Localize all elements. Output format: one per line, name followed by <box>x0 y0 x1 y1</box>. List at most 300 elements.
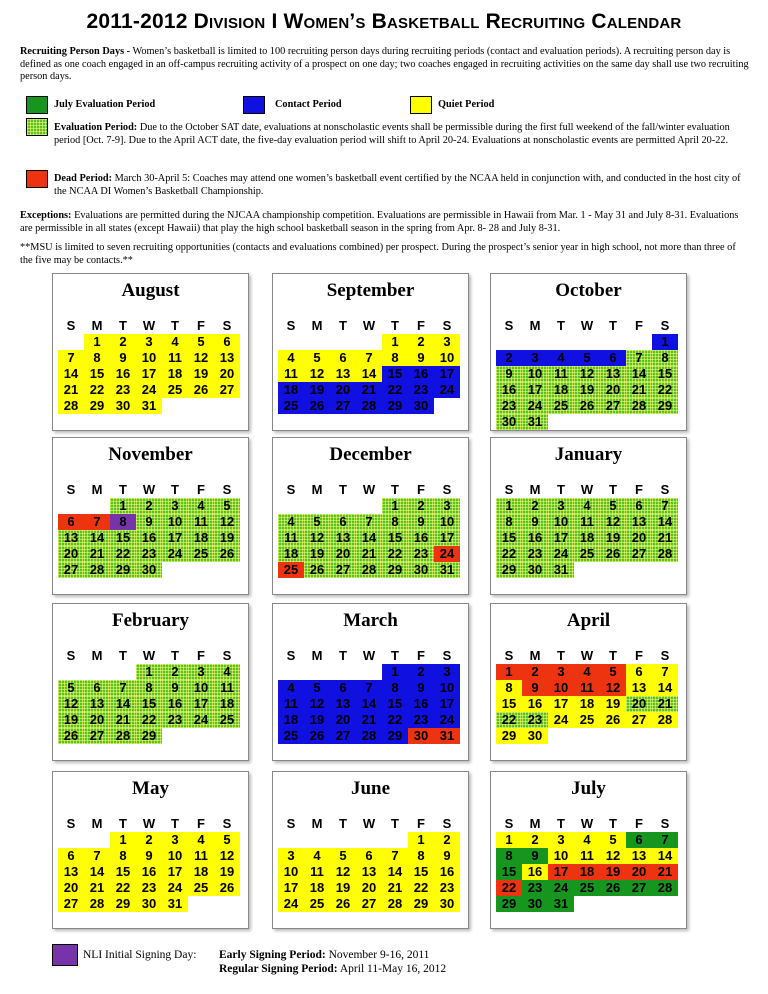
day-cell: 22 <box>382 712 408 728</box>
day-cell: 6 <box>330 514 356 530</box>
day-cell: 18 <box>188 530 214 546</box>
intro-label: Recruiting Person Days - <box>20 46 131 57</box>
day-cell: 25 <box>214 712 240 728</box>
day-cell: 10 <box>548 514 574 530</box>
day-cell: 28 <box>356 398 382 414</box>
day-cell: 23 <box>496 398 522 414</box>
day-cell: 19 <box>330 880 356 896</box>
day-cell: 18 <box>278 382 304 398</box>
day-cell: 6 <box>626 664 652 680</box>
day-cell: 15 <box>110 530 136 546</box>
weekday-label: T <box>339 318 347 333</box>
day-cell: 8 <box>110 848 136 864</box>
day-cell: 13 <box>330 366 356 382</box>
day-cell: 12 <box>600 680 626 696</box>
day-cell: 23 <box>522 546 548 562</box>
month-name: October <box>555 280 622 301</box>
day-cell: 3 <box>522 350 548 366</box>
day-grid <box>58 334 240 414</box>
day-cell: 17 <box>434 366 460 382</box>
day-cell: 4 <box>188 832 214 848</box>
day-cell: 23 <box>162 712 188 728</box>
day-cell: 30 <box>110 398 136 414</box>
month-name: January <box>554 444 623 465</box>
day-cell: 24 <box>434 712 460 728</box>
weekday-label: W <box>142 816 156 831</box>
day-cell: 24 <box>434 382 460 398</box>
day-cell: 10 <box>188 680 214 696</box>
weekday-label: M <box>91 482 103 497</box>
day-cell: 15 <box>496 864 522 880</box>
early-text: November 9-16, 2011 <box>325 949 430 961</box>
weekday-label: T <box>171 816 179 831</box>
day-cell: 4 <box>278 514 304 530</box>
day-cell: 3 <box>162 832 188 848</box>
weekday-label: T <box>557 648 565 663</box>
day-cell: 15 <box>652 366 678 382</box>
day-cell: 28 <box>58 398 84 414</box>
day-cell: 29 <box>408 896 434 912</box>
day-cell: 18 <box>188 864 214 880</box>
weekday-label: S <box>66 482 76 497</box>
early-signing <box>219 949 429 961</box>
day-cell: 27 <box>58 896 84 912</box>
empty-cell <box>110 664 136 680</box>
empty-cell <box>58 498 84 514</box>
day-cell: 26 <box>574 398 600 414</box>
day-cell: 13 <box>626 514 652 530</box>
day-cell: 15 <box>382 366 408 382</box>
day-cell: 31 <box>434 562 460 578</box>
empty-cell <box>278 334 304 350</box>
day-cell: 10 <box>434 514 460 530</box>
day-cell: 25 <box>278 398 304 414</box>
weekday-label: F <box>417 482 425 497</box>
day-cell: 22 <box>496 546 522 562</box>
day-cell: 18 <box>574 864 600 880</box>
day-cell: 7 <box>382 848 408 864</box>
day-cell: 27 <box>84 728 110 744</box>
day-cell: 27 <box>626 546 652 562</box>
day-cell: 10 <box>278 864 304 880</box>
empty-cell <box>84 832 110 848</box>
month-december <box>272 437 469 595</box>
day-cell: 2 <box>434 832 460 848</box>
day-grid <box>278 664 460 744</box>
day-cell: 16 <box>522 530 548 546</box>
day-cell: 19 <box>304 712 330 728</box>
day-cell: 21 <box>356 546 382 562</box>
exceptions-note <box>20 210 750 235</box>
day-cell: 3 <box>548 664 574 680</box>
empty-cell <box>626 334 652 350</box>
day-cell: 11 <box>278 696 304 712</box>
page-title: 2011-2012 Division I Women’s Basketball Recruiting Calendar <box>86 10 682 33</box>
weekday-label: T <box>391 648 399 663</box>
day-cell: 20 <box>626 530 652 546</box>
day-cell: 25 <box>574 546 600 562</box>
day-cell: 25 <box>548 398 574 414</box>
day-cell: 1 <box>110 498 136 514</box>
empty-cell <box>600 334 626 350</box>
weekday-label: S <box>222 318 232 333</box>
day-cell: 22 <box>496 880 522 896</box>
day-cell: 30 <box>434 896 460 912</box>
day-cell: 2 <box>522 498 548 514</box>
day-cell: 2 <box>408 334 434 350</box>
weekday-label: S <box>504 648 514 663</box>
dead-label: Dead Period: <box>54 173 113 184</box>
day-cell: 15 <box>496 530 522 546</box>
day-cell: 7 <box>652 498 678 514</box>
day-cell: 12 <box>304 696 330 712</box>
day-cell: 6 <box>214 334 240 350</box>
weekday-label: S <box>660 318 670 333</box>
day-cell: 15 <box>136 696 162 712</box>
day-cell: 4 <box>574 664 600 680</box>
day-cell: 28 <box>356 562 382 578</box>
day-cell: 10 <box>548 680 574 696</box>
day-cell: 27 <box>214 382 240 398</box>
weekday-label: M <box>529 816 541 831</box>
weekday-label: S <box>222 482 232 497</box>
empty-cell <box>330 498 356 514</box>
empty-cell <box>84 498 110 514</box>
day-grid <box>496 498 678 578</box>
day-grid <box>496 334 678 430</box>
weekday-label: T <box>391 482 399 497</box>
month-name: July <box>571 778 606 799</box>
day-cell: 11 <box>162 350 188 366</box>
empty-cell <box>304 832 330 848</box>
weekday-label: M <box>311 816 323 831</box>
day-cell: 6 <box>330 680 356 696</box>
weekday-header <box>58 318 240 333</box>
day-cell: 14 <box>652 514 678 530</box>
day-cell: 31 <box>136 398 162 414</box>
day-cell: 18 <box>304 880 330 896</box>
day-cell: 1 <box>110 832 136 848</box>
day-cell: 31 <box>522 414 548 430</box>
day-cell: 8 <box>652 350 678 366</box>
day-cell: 22 <box>408 880 434 896</box>
empty-cell <box>278 664 304 680</box>
contact-label: Contact Period <box>275 99 342 110</box>
day-cell: 3 <box>434 334 460 350</box>
day-cell: 22 <box>382 546 408 562</box>
day-cell: 24 <box>162 546 188 562</box>
day-cell: 9 <box>136 848 162 864</box>
day-cell: 9 <box>408 350 434 366</box>
quiet-swatch <box>410 96 432 114</box>
day-cell: 16 <box>408 696 434 712</box>
day-cell: 31 <box>434 728 460 744</box>
day-cell: 19 <box>600 696 626 712</box>
quiet-label: Quiet Period <box>438 99 495 110</box>
weekday-label: M <box>529 482 541 497</box>
weekday-header <box>278 482 460 497</box>
weekday-header <box>496 482 678 497</box>
day-cell: 7 <box>84 848 110 864</box>
day-cell: 4 <box>278 680 304 696</box>
day-cell: 28 <box>84 562 110 578</box>
day-cell: 4 <box>574 832 600 848</box>
day-grid <box>58 664 240 744</box>
day-cell: 10 <box>434 680 460 696</box>
day-cell: 4 <box>162 334 188 350</box>
weekday-label: M <box>311 318 323 333</box>
day-cell: 31 <box>548 896 574 912</box>
day-cell: 9 <box>408 680 434 696</box>
day-cell: 10 <box>434 350 460 366</box>
day-cell: 5 <box>330 848 356 864</box>
day-cell: 9 <box>434 848 460 864</box>
empty-cell <box>356 498 382 514</box>
day-cell: 6 <box>84 680 110 696</box>
day-cell: 20 <box>626 864 652 880</box>
day-cell: 1 <box>382 664 408 680</box>
month-february <box>52 603 249 761</box>
day-cell: 11 <box>574 848 600 864</box>
day-cell: 17 <box>522 382 548 398</box>
day-cell: 14 <box>356 696 382 712</box>
day-cell: 6 <box>626 498 652 514</box>
msu-note: **MSU is limited to seven recruiting opportunities (contacts and evaluations combined) per prospect. During the prospect’s senior year in high school, not more than three of the five may be contacts.** <box>20 242 736 266</box>
weekday-label: M <box>91 648 103 663</box>
day-cell: 3 <box>162 498 188 514</box>
day-cell: 6 <box>330 350 356 366</box>
day-cell: 28 <box>356 728 382 744</box>
day-cell: 13 <box>330 696 356 712</box>
day-cell: 1 <box>652 334 678 350</box>
weekday-label: W <box>580 648 594 663</box>
day-cell: 27 <box>600 398 626 414</box>
day-cell: 16 <box>136 864 162 880</box>
day-cell: 26 <box>214 880 240 896</box>
day-cell: 5 <box>600 664 626 680</box>
dead-period-note <box>54 173 750 198</box>
day-cell: 9 <box>522 514 548 530</box>
day-cell: 27 <box>330 398 356 414</box>
day-cell: 21 <box>58 382 84 398</box>
day-cell: 20 <box>356 880 382 896</box>
weekday-header <box>58 648 240 663</box>
day-cell: 28 <box>110 728 136 744</box>
day-cell: 18 <box>548 382 574 398</box>
day-cell: 27 <box>356 896 382 912</box>
weekday-label: F <box>635 482 643 497</box>
day-cell: 17 <box>548 530 574 546</box>
day-cell: 21 <box>84 546 110 562</box>
day-cell: 28 <box>626 398 652 414</box>
day-cell: 8 <box>382 680 408 696</box>
contact-swatch <box>243 96 265 114</box>
day-cell: 16 <box>434 864 460 880</box>
day-cell: 5 <box>304 680 330 696</box>
weekday-label: F <box>635 648 643 663</box>
day-cell: 7 <box>110 680 136 696</box>
empty-cell <box>356 832 382 848</box>
day-cell: 2 <box>136 832 162 848</box>
day-cell: 25 <box>188 546 214 562</box>
day-grid <box>496 832 678 912</box>
day-cell: 5 <box>214 498 240 514</box>
day-cell: 8 <box>408 848 434 864</box>
day-cell: 26 <box>214 546 240 562</box>
day-cell: 9 <box>162 680 188 696</box>
day-cell: 14 <box>652 680 678 696</box>
day-cell: 30 <box>136 896 162 912</box>
day-cell: 29 <box>496 562 522 578</box>
weekday-label: F <box>197 318 205 333</box>
day-cell: 19 <box>214 864 240 880</box>
month-name: December <box>329 444 412 465</box>
day-cell: 10 <box>162 514 188 530</box>
day-cell: 7 <box>58 350 84 366</box>
regular-text: April 11-May 16, 2012 <box>337 963 447 975</box>
day-cell: 2 <box>408 498 434 514</box>
day-cell: 30 <box>496 414 522 430</box>
day-cell: 5 <box>574 350 600 366</box>
weekday-label: T <box>609 648 617 663</box>
day-cell: 24 <box>434 546 460 562</box>
july-eval-label: July Evaluation Period <box>54 99 156 110</box>
day-cell: 9 <box>522 848 548 864</box>
day-cell: 28 <box>652 546 678 562</box>
weekday-label: S <box>286 318 296 333</box>
day-cell: 10 <box>548 848 574 864</box>
day-cell: 5 <box>58 680 84 696</box>
day-cell: 17 <box>162 530 188 546</box>
day-cell: 15 <box>84 366 110 382</box>
day-cell: 23 <box>408 546 434 562</box>
weekday-header <box>58 482 240 497</box>
day-cell: 27 <box>330 728 356 744</box>
weekday-label: T <box>119 318 127 333</box>
weekday-label: W <box>580 318 594 333</box>
day-cell: 22 <box>110 546 136 562</box>
day-cell: 20 <box>330 382 356 398</box>
month-june <box>272 771 469 929</box>
day-cell: 23 <box>136 546 162 562</box>
day-cell: 1 <box>84 334 110 350</box>
day-cell: 11 <box>278 366 304 382</box>
day-cell: 10 <box>522 366 548 382</box>
empty-cell <box>356 334 382 350</box>
day-cell: 9 <box>408 514 434 530</box>
day-cell: 19 <box>600 864 626 880</box>
day-grid <box>278 334 460 414</box>
day-cell: 17 <box>188 696 214 712</box>
day-cell: 5 <box>188 334 214 350</box>
day-cell: 21 <box>652 530 678 546</box>
day-cell: 7 <box>84 514 110 530</box>
weekday-label: S <box>222 816 232 831</box>
empty-cell <box>330 664 356 680</box>
day-cell: 8 <box>496 848 522 864</box>
month-name: March <box>343 610 398 631</box>
day-cell: 21 <box>626 382 652 398</box>
day-cell: 17 <box>548 696 574 712</box>
day-cell: 28 <box>652 880 678 896</box>
day-cell: 11 <box>278 530 304 546</box>
day-cell: 26 <box>330 896 356 912</box>
weekday-label: F <box>635 816 643 831</box>
day-cell: 13 <box>330 530 356 546</box>
day-cell: 12 <box>574 366 600 382</box>
eval-label: Evaluation Period: <box>54 122 138 133</box>
day-cell: 1 <box>382 334 408 350</box>
day-cell: 27 <box>626 880 652 896</box>
day-cell: 29 <box>382 398 408 414</box>
day-cell: 10 <box>162 848 188 864</box>
day-cell: 11 <box>548 366 574 382</box>
day-cell: 29 <box>110 562 136 578</box>
day-cell: 10 <box>136 350 162 366</box>
day-cell: 2 <box>408 664 434 680</box>
month-name: November <box>108 444 193 465</box>
weekday-label: W <box>362 648 376 663</box>
day-cell: 12 <box>600 514 626 530</box>
day-cell: 6 <box>58 848 84 864</box>
empty-cell <box>58 832 84 848</box>
day-cell: 28 <box>382 896 408 912</box>
empty-cell <box>278 498 304 514</box>
weekday-label: T <box>339 482 347 497</box>
day-cell: 2 <box>136 498 162 514</box>
day-grid <box>496 664 678 744</box>
weekday-label: S <box>504 318 514 333</box>
day-cell: 15 <box>382 696 408 712</box>
day-cell: 16 <box>496 382 522 398</box>
day-cell: 4 <box>214 664 240 680</box>
day-cell: 1 <box>496 498 522 514</box>
month-october <box>490 273 687 431</box>
month-name: September <box>326 280 415 301</box>
day-cell: 28 <box>652 712 678 728</box>
day-cell: 8 <box>382 514 408 530</box>
day-cell: 30 <box>136 562 162 578</box>
day-cell: 3 <box>136 334 162 350</box>
day-cell: 12 <box>330 864 356 880</box>
weekday-label: W <box>362 816 376 831</box>
day-cell: 16 <box>522 864 548 880</box>
day-cell: 6 <box>58 514 84 530</box>
day-cell: 18 <box>162 366 188 382</box>
day-cell: 22 <box>110 880 136 896</box>
day-cell: 5 <box>304 514 330 530</box>
weekday-label: T <box>391 318 399 333</box>
july-eval-swatch <box>26 96 48 114</box>
day-cell: 7 <box>652 832 678 848</box>
day-cell: 15 <box>382 530 408 546</box>
evaluation-period-note <box>54 122 750 147</box>
day-cell: 23 <box>522 712 548 728</box>
day-cell: 1 <box>408 832 434 848</box>
day-cell: 5 <box>214 832 240 848</box>
day-cell: 4 <box>574 498 600 514</box>
empty-cell <box>58 664 84 680</box>
weekday-label: T <box>171 318 179 333</box>
day-cell: 20 <box>626 696 652 712</box>
day-cell: 9 <box>136 514 162 530</box>
weekday-header <box>278 816 460 831</box>
day-cell: 17 <box>434 696 460 712</box>
weekday-header <box>496 816 678 831</box>
month-january <box>490 437 687 595</box>
day-cell: 30 <box>522 562 548 578</box>
day-grid <box>58 832 240 912</box>
